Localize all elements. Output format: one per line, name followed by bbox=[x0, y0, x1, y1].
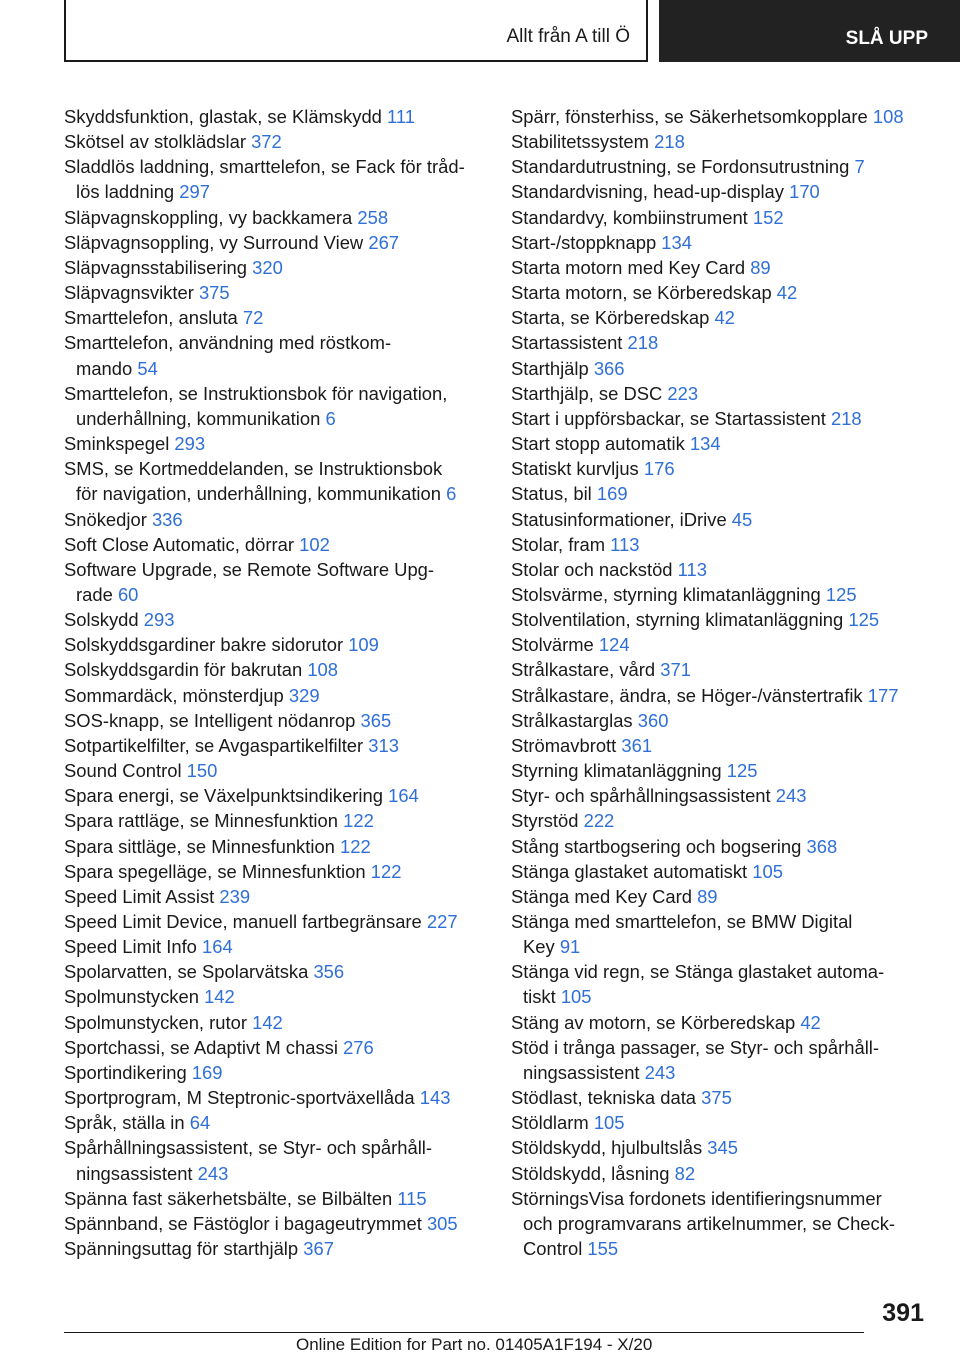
index-entry bbox=[64, 532, 484, 557]
index-term-continuation: mando bbox=[76, 357, 133, 379]
index-term: Sotpartikelfilter, se Avgaspartikelfilter bbox=[64, 734, 364, 756]
page-link[interactable]: 89 bbox=[697, 885, 718, 907]
index-entry bbox=[64, 834, 484, 859]
index-entry bbox=[511, 783, 931, 808]
page-link[interactable]: 218 bbox=[654, 131, 685, 153]
index-entry bbox=[64, 1135, 484, 1185]
page-link[interactable]: 6 bbox=[325, 407, 336, 429]
page-link[interactable]: 176 bbox=[643, 458, 675, 480]
index-term: Speed Limit Device, manuell fartbegränsare bbox=[64, 911, 422, 932]
page-link[interactable]: 142 bbox=[204, 986, 235, 1008]
page-link[interactable]: 45 bbox=[731, 508, 753, 530]
index-term-continuation: Control bbox=[523, 1238, 583, 1260]
index-entry bbox=[511, 431, 931, 456]
page-link[interactable]: 142 bbox=[252, 1011, 283, 1033]
index-entry bbox=[64, 708, 484, 733]
index-entry bbox=[511, 808, 931, 833]
page-link[interactable]: 155 bbox=[587, 1238, 619, 1260]
index-term: Smarttelefon, se Instruktionsbok för navigation, bbox=[64, 382, 448, 404]
index-entry bbox=[511, 481, 931, 506]
page-link[interactable]: 320 bbox=[252, 256, 283, 278]
index-entry bbox=[511, 205, 931, 230]
index-term: Solskyddsgardin för bakrutan bbox=[64, 659, 303, 681]
page-link[interactable]: 64 bbox=[189, 1112, 211, 1134]
index-entry bbox=[64, 456, 484, 506]
index-term: Starta motorn med Key Card bbox=[511, 256, 746, 278]
index-term: Spänningsuttag för starthjälp bbox=[64, 1238, 299, 1260]
edition-footer: Online Edition for Part no. 01405A1F194 - X/20 bbox=[296, 1335, 653, 1354]
index-term: Spara spegelläge, se Minnesfunktion bbox=[64, 860, 366, 882]
index-term-continuation: lös laddning bbox=[76, 181, 175, 203]
index-term: Sladdlös laddning, smarttelefon, se Fack för tråd- bbox=[64, 156, 465, 178]
index-entry bbox=[64, 657, 484, 682]
index-term: Sommardäck, mönsterdjup bbox=[64, 684, 284, 706]
index-term: Skyddsfunktion, glastak, se Klämskydd bbox=[64, 106, 382, 127]
index-term: Spolmunstycken bbox=[64, 986, 199, 1008]
index-term: Spärr, fönsterhiss, se Säkerhetsomkopplare bbox=[511, 106, 868, 127]
page-link[interactable]: 305 bbox=[426, 1212, 458, 1234]
index-term: Stöldskydd, hjulbultslås bbox=[511, 1137, 703, 1159]
index-entry bbox=[511, 607, 931, 632]
index-term: Starta, se Körberedskap bbox=[511, 307, 710, 329]
page-link[interactable]: 222 bbox=[583, 810, 615, 832]
page-link[interactable]: 143 bbox=[419, 1087, 451, 1109]
index-entry bbox=[64, 1035, 484, 1060]
index-entry bbox=[64, 959, 484, 984]
index-entry bbox=[64, 909, 484, 934]
page-link[interactable]: 367 bbox=[303, 1238, 334, 1260]
index-term: Soft Close Automatic, dörrar bbox=[64, 533, 294, 555]
index-entry bbox=[64, 255, 484, 280]
index-entry bbox=[511, 708, 931, 733]
index-entry bbox=[64, 230, 484, 255]
index-column-right bbox=[511, 104, 931, 1261]
page-link[interactable]: 109 bbox=[348, 634, 379, 656]
index-term: Stabilitetssystem bbox=[511, 131, 649, 153]
page-number: 391 bbox=[882, 1299, 924, 1327]
footer-divider bbox=[64, 1332, 864, 1333]
index-entry bbox=[64, 1236, 484, 1261]
index-entry bbox=[64, 129, 484, 154]
page-link[interactable]: 329 bbox=[288, 684, 320, 706]
index-term: Statusinformationer, iDrive bbox=[511, 508, 727, 530]
index-term: Släpvagnsstabilisering bbox=[64, 256, 247, 278]
page-link[interactable]: 6 bbox=[446, 483, 457, 505]
index-entry bbox=[511, 104, 931, 129]
index-term: Starta motorn, se Körberedskap bbox=[511, 282, 772, 304]
index-entry bbox=[64, 381, 484, 431]
index-term: Skötsel av stolklädslar bbox=[64, 131, 246, 153]
index-entry bbox=[511, 1135, 931, 1160]
index-term-continuation: Key bbox=[523, 936, 555, 958]
index-entry bbox=[64, 1010, 484, 1035]
index-entry bbox=[511, 1186, 931, 1261]
index-entry bbox=[64, 934, 484, 959]
page-link[interactable]: 356 bbox=[313, 961, 345, 983]
page-link[interactable]: 227 bbox=[426, 911, 458, 932]
index-term: Solskydd bbox=[64, 609, 139, 631]
page-link[interactable]: 42 bbox=[714, 307, 735, 329]
index-term: Släpvagnsoppling, vy Surround View bbox=[64, 231, 364, 253]
index-term-continuation: rade bbox=[76, 583, 113, 605]
page-link[interactable]: 371 bbox=[660, 659, 691, 681]
index-entry bbox=[64, 1085, 484, 1110]
index-term: Sminkspegel bbox=[64, 433, 170, 455]
page-link[interactable]: 113 bbox=[677, 558, 707, 580]
page-link[interactable]: 243 bbox=[197, 1162, 229, 1184]
index-term: Stång startbogsering och bogsering bbox=[511, 835, 802, 857]
index-entry bbox=[511, 582, 931, 607]
page-link[interactable]: 122 bbox=[340, 835, 371, 857]
index-term: Solskyddsgardiner bakre sidorutor bbox=[64, 634, 344, 656]
index-term: Stolar, fram bbox=[511, 533, 606, 555]
index-term: Stänga med smarttelefon, se BMW Digital bbox=[511, 911, 853, 932]
index-entry bbox=[511, 356, 931, 381]
index-term: Spara energi, se Växelpunktsindikering bbox=[64, 785, 383, 807]
index-entry bbox=[64, 884, 484, 909]
index-entry bbox=[64, 507, 484, 532]
index-term: Spännband, se Fästöglor i bagageutrymmet bbox=[64, 1212, 422, 1234]
page-link[interactable]: 223 bbox=[667, 382, 699, 404]
index-term: Strålkastarglas bbox=[511, 709, 633, 731]
page-link[interactable]: 313 bbox=[368, 734, 399, 756]
index-term: Spänna fast säkerhetsbälte, se Bilbälten bbox=[64, 1187, 393, 1209]
page-link[interactable]: 365 bbox=[360, 709, 392, 731]
index-entry bbox=[511, 834, 931, 859]
page-link[interactable]: 54 bbox=[137, 357, 158, 379]
index-entry bbox=[64, 330, 484, 380]
index-entry bbox=[64, 607, 484, 632]
page-link[interactable]: 105 bbox=[752, 860, 783, 882]
page-link[interactable]: 125 bbox=[825, 583, 857, 605]
index-entry bbox=[511, 280, 931, 305]
page-link[interactable]: 113 bbox=[610, 533, 640, 555]
page-link[interactable]: 7 bbox=[854, 156, 865, 178]
page-link[interactable]: 218 bbox=[830, 407, 862, 429]
section-header bbox=[64, 0, 648, 62]
index-entry bbox=[64, 1060, 484, 1085]
page-link[interactable]: 258 bbox=[357, 206, 389, 228]
index-entry bbox=[511, 683, 931, 708]
index-term: Standardutrustning, se Fordonsutrustning bbox=[511, 156, 850, 178]
index-entry bbox=[511, 154, 931, 179]
index-term: Software Upgrade, se Remote Software Upg- bbox=[64, 558, 435, 580]
page-link[interactable]: 360 bbox=[637, 709, 669, 731]
index-term-continuation: underhållning, kommunikation bbox=[76, 407, 321, 429]
index-entry bbox=[511, 1110, 931, 1135]
page-link[interactable]: 134 bbox=[689, 433, 721, 455]
index-term: Stöldskydd, låsning bbox=[511, 1162, 670, 1184]
index-term: Sportindikering bbox=[64, 1061, 187, 1083]
index-term: Spolarvatten, se Spolarvätska bbox=[64, 961, 309, 983]
index-entry bbox=[64, 104, 484, 129]
page-link[interactable]: 243 bbox=[644, 1061, 676, 1083]
index-entry bbox=[511, 758, 931, 783]
page-link[interactable]: 42 bbox=[800, 1011, 821, 1033]
index-term: Spårhållningsassistent, se Styr- och spårhåll- bbox=[64, 1137, 432, 1159]
index-term: Strålkastare, vård bbox=[511, 659, 656, 681]
index-entry bbox=[511, 1085, 931, 1110]
index-entry bbox=[511, 507, 931, 532]
index-term: Språk, ställa in bbox=[64, 1112, 185, 1134]
page-link[interactable]: 267 bbox=[368, 231, 400, 253]
index-term: Släpvagnskoppling, vy backkamera bbox=[64, 206, 353, 228]
index-term: Stolventilation, styrning klimatanläggning bbox=[511, 609, 844, 631]
page-link[interactable]: 91 bbox=[559, 936, 581, 958]
index-term: Startassistent bbox=[511, 332, 623, 354]
lookup-button[interactable]: SLÅ UPP bbox=[659, 0, 960, 62]
index-term: Starthjälp, se DSC bbox=[511, 382, 663, 404]
index-entry bbox=[511, 959, 931, 1009]
index-entry bbox=[64, 431, 484, 456]
index-term: Strömavbrott bbox=[511, 734, 617, 756]
index-entry bbox=[511, 255, 931, 280]
index-entry bbox=[64, 305, 484, 330]
index-column-left bbox=[64, 104, 484, 1261]
page-link[interactable]: 164 bbox=[202, 936, 233, 958]
index-term: SOS-knapp, se Intelligent nödanrop bbox=[64, 709, 356, 731]
page-link[interactable]: 124 bbox=[598, 634, 630, 656]
index-term: Standardvy, kombiinstrument bbox=[511, 206, 748, 228]
page-link[interactable]: 218 bbox=[627, 332, 659, 354]
page-link[interactable]: 164 bbox=[388, 785, 419, 807]
index-entry bbox=[64, 1186, 484, 1211]
index-entry bbox=[64, 154, 484, 204]
index-term: Sound Control bbox=[64, 760, 182, 782]
page-link[interactable]: 72 bbox=[242, 307, 264, 329]
index-entry bbox=[511, 305, 931, 330]
index-term: Smarttelefon, ansluta bbox=[64, 307, 238, 329]
index-term-continuation: och programvarans artikelnummer, se Check- bbox=[523, 1212, 896, 1234]
index-entry bbox=[64, 859, 484, 884]
page-link[interactable]: 169 bbox=[191, 1061, 223, 1083]
page-link[interactable]: 42 bbox=[776, 282, 798, 304]
index-term: Spolmunstycken, rutor bbox=[64, 1011, 247, 1033]
index-term: Spara sittläge, se Minnesfunktion bbox=[64, 835, 335, 857]
index-entry bbox=[511, 406, 931, 431]
index-term: Styr- och spårhållningsassistent bbox=[511, 785, 771, 807]
index-entry bbox=[64, 783, 484, 808]
index-entry bbox=[511, 884, 931, 909]
index-term: Styrning klimatanläggning bbox=[511, 760, 722, 782]
index-entry bbox=[511, 557, 931, 582]
page-link[interactable]: 368 bbox=[806, 835, 838, 857]
page-link[interactable]: 115 bbox=[397, 1187, 427, 1209]
page-link[interactable]: 170 bbox=[789, 181, 820, 203]
page-link[interactable]: 134 bbox=[661, 231, 692, 253]
index-term-continuation: för navigation, underhållning, kommunikation bbox=[76, 483, 441, 505]
index-term: Status, bil bbox=[511, 483, 592, 505]
index-term: StörningsVisa fordonets identifieringsnummer bbox=[511, 1187, 882, 1209]
index-term: Stäng av motorn, se Körberedskap bbox=[511, 1011, 796, 1033]
index-term: Starthjälp bbox=[511, 357, 589, 379]
page-link[interactable]: 375 bbox=[198, 282, 230, 304]
index-entry bbox=[511, 381, 931, 406]
page-link[interactable]: 122 bbox=[370, 860, 402, 882]
page-link[interactable]: 89 bbox=[750, 256, 771, 278]
index-term: Stolar och nackstöd bbox=[511, 558, 673, 580]
index-term: Stolsvärme, styrning klimatanläggning bbox=[511, 583, 821, 605]
index-term: Stänga glastaket automatiskt bbox=[511, 860, 748, 882]
page-link[interactable]: 336 bbox=[151, 508, 183, 530]
index-term: Strålkastare, ändra, se Höger-/vänstertrafik bbox=[511, 684, 863, 706]
section-title[interactable]: Allt från A till Ö bbox=[506, 26, 630, 47]
index-term: Stolvärme bbox=[511, 634, 594, 656]
page-link[interactable]: 108 bbox=[872, 106, 904, 127]
index-entry bbox=[511, 859, 931, 884]
index-entry bbox=[511, 532, 931, 557]
index-term-continuation: ningsassistent bbox=[76, 1162, 193, 1184]
page-link[interactable]: 345 bbox=[707, 1137, 738, 1159]
page-link[interactable]: 122 bbox=[343, 810, 374, 832]
index-entry bbox=[511, 129, 931, 154]
index-entry bbox=[511, 1035, 931, 1085]
index-term: Start-/stoppknapp bbox=[511, 231, 657, 253]
index-term: SMS, se Kortmeddelanden, se Instruktionsbok bbox=[64, 458, 443, 480]
index-term: Stöd i trånga passager, se Styr- och spårhåll- bbox=[511, 1036, 880, 1058]
index-term: Speed Limit Assist bbox=[64, 885, 215, 907]
index-term: Statiskt kurvljus bbox=[511, 458, 639, 480]
index-entry bbox=[64, 984, 484, 1009]
page-link[interactable]: 125 bbox=[848, 609, 880, 631]
index-term: Stänga vid regn, se Stänga glastaket automa- bbox=[511, 961, 885, 983]
index-term: Sportprogram, M Steptronic-sportväxellåda bbox=[64, 1087, 415, 1109]
index-term: Speed Limit Info bbox=[64, 936, 197, 958]
page-link[interactable]: 82 bbox=[674, 1162, 696, 1184]
index-term: Spara rattläge, se Minnesfunktion bbox=[64, 810, 338, 832]
index-term: Styrstöd bbox=[511, 810, 579, 832]
page-link[interactable]: 293 bbox=[174, 433, 206, 455]
index-entry bbox=[511, 179, 931, 204]
index-term: Stöldlarm bbox=[511, 1112, 589, 1134]
index-term: Sportchassi, se Adaptivt M chassi bbox=[64, 1036, 338, 1058]
index-entry bbox=[64, 280, 484, 305]
index-term: Släpvagnsvikter bbox=[64, 282, 194, 304]
page-link[interactable]: 150 bbox=[186, 760, 218, 782]
page-link[interactable]: 239 bbox=[219, 885, 251, 907]
index-entry bbox=[511, 632, 931, 657]
page-link[interactable]: 125 bbox=[726, 760, 758, 782]
index-entry bbox=[64, 683, 484, 708]
index-entry bbox=[511, 733, 931, 758]
index-entry bbox=[511, 230, 931, 255]
index-entry bbox=[64, 1211, 484, 1236]
page-link[interactable]: 243 bbox=[775, 785, 807, 807]
index-term: Standardvisning, head-up-display bbox=[511, 181, 784, 203]
index-entry bbox=[64, 733, 484, 758]
index-entry bbox=[511, 1161, 931, 1186]
index-entry bbox=[511, 456, 931, 481]
index-term: Start stopp automatik bbox=[511, 433, 685, 455]
page-link[interactable]: 297 bbox=[179, 181, 210, 203]
page-link[interactable]: 372 bbox=[251, 131, 282, 153]
page-link[interactable]: 375 bbox=[701, 1087, 732, 1109]
index-entry bbox=[64, 1110, 484, 1135]
index-term-continuation: tiskt bbox=[523, 986, 556, 1008]
index-entry bbox=[64, 632, 484, 657]
index-entry bbox=[511, 657, 931, 682]
index-term-continuation: ningsassistent bbox=[523, 1061, 640, 1083]
index-term: Start i uppförsbackar, se Startassistent bbox=[511, 407, 826, 429]
index-term: Stänga med Key Card bbox=[511, 885, 692, 907]
page-link[interactable]: 102 bbox=[299, 533, 330, 555]
page-link[interactable]: 293 bbox=[143, 609, 175, 631]
index-entry bbox=[511, 330, 931, 355]
page-link[interactable]: 177 bbox=[867, 684, 899, 706]
index-term: Stödlast, tekniska data bbox=[511, 1087, 697, 1109]
page-link[interactable]: 152 bbox=[752, 206, 784, 228]
page-link[interactable]: 169 bbox=[596, 483, 628, 505]
page-link[interactable]: 361 bbox=[621, 734, 653, 756]
page-link[interactable]: 111 bbox=[387, 106, 415, 127]
page-link[interactable]: 105 bbox=[560, 986, 592, 1008]
page-link[interactable]: 366 bbox=[593, 357, 625, 379]
index-entry bbox=[64, 557, 484, 607]
index-entry bbox=[511, 1010, 931, 1035]
index-term: Smarttelefon, användning med röstkom- bbox=[64, 332, 392, 354]
index-entry bbox=[64, 758, 484, 783]
index-term: Snökedjor bbox=[64, 508, 147, 530]
page-link[interactable]: 276 bbox=[343, 1036, 374, 1058]
index-entry bbox=[64, 808, 484, 833]
index-entry bbox=[511, 909, 931, 959]
index-entry bbox=[64, 205, 484, 230]
page-link[interactable]: 60 bbox=[117, 583, 139, 605]
page-link[interactable]: 108 bbox=[307, 659, 339, 681]
page-link[interactable]: 105 bbox=[593, 1112, 625, 1134]
